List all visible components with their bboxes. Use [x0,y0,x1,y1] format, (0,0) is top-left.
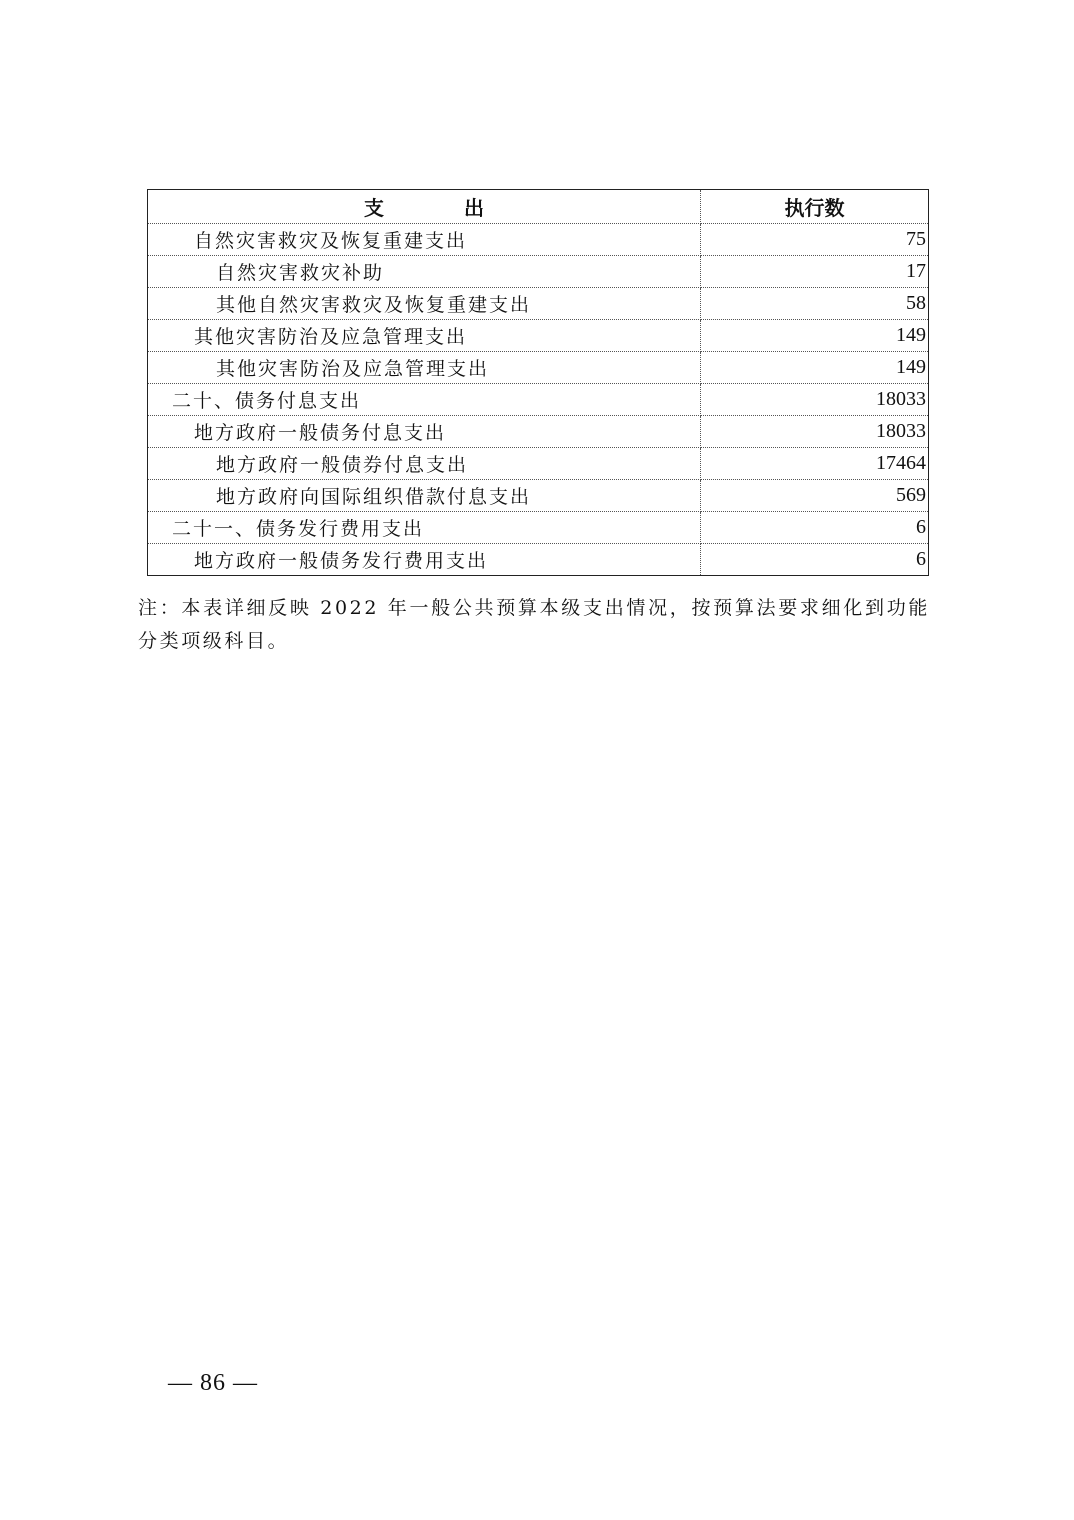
table-row [148,352,929,384]
column-header-expenditure: 支 出 [148,190,701,224]
row-label: 其他灾害防治及应急管理支出 [148,320,701,352]
row-value: 18033 [701,384,929,416]
row-label: 地方政府向国际组织借款付息支出 [148,480,701,512]
table-row [148,512,929,544]
table-row [148,320,929,352]
row-value: 149 [701,320,929,352]
row-value: 149 [701,352,929,384]
table-header-row [148,190,929,224]
row-value: 17 [701,256,929,288]
row-label: 二十一、债务发行费用支出 [148,512,701,544]
row-label: 二十、债务付息支出 [148,384,701,416]
row-value: 17464 [701,448,929,480]
table-row [148,288,929,320]
row-value: 569 [701,480,929,512]
row-label: 地方政府一般债务发行费用支出 [148,544,701,576]
table-row [148,480,929,512]
table-row [148,544,929,576]
table-row [148,256,929,288]
expenditure-table [147,189,929,576]
row-value: 6 [701,512,929,544]
row-value: 58 [701,288,929,320]
row-label: 其他灾害防治及应急管理支出 [148,352,701,384]
table-row [148,416,929,448]
table-row [148,448,929,480]
row-value: 6 [701,544,929,576]
row-label: 自然灾害救灾及恢复重建支出 [148,224,701,256]
row-label: 地方政府一般债务付息支出 [148,416,701,448]
row-value: 75 [701,224,929,256]
page-number: — 86 — [168,1370,258,1396]
row-label: 其他自然灾害救灾及恢复重建支出 [148,288,701,320]
column-header-executed-amount: 执行数 [701,190,929,224]
row-label: 地方政府一般债券付息支出 [148,448,701,480]
row-label: 自然灾害救灾补助 [148,256,701,288]
table-row [148,224,929,256]
row-value: 18033 [701,416,929,448]
table-footnote: 注：本表详细反映 2022 年一般公共预算本级支出情况，按预算法要求细化到功能分类项级科目。 [138,597,930,652]
table-row [148,384,929,416]
